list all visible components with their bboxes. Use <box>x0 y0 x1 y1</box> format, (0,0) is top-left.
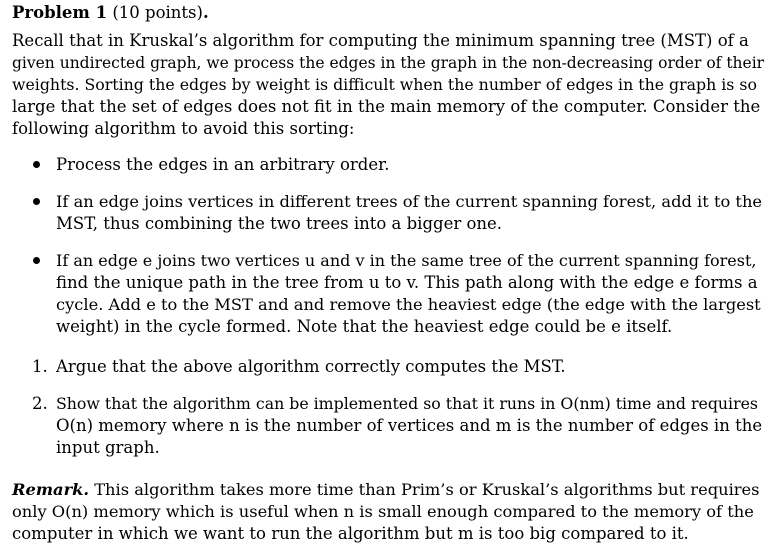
bullet-line: If an edge joins vertices in different trees of the current spanning forest, add it to the <box>56 192 763 211</box>
bullet-line: MST, thus combining the two trees into a bigger one. <box>56 214 503 233</box>
bullet-line: find the unique path in the tree from u to v. This path along with the edge e forms a <box>56 273 758 292</box>
bullet-line: weight) in the cycle formed. Note that the heaviest edge could be e itself. <box>56 317 673 336</box>
intro-line: large that the set of edges does not fit in the main memory of the computer. Consider the <box>12 97 761 116</box>
intro-line: Recall that in Kruskal’s algorithm for computing the minimum spanning tree (MST) of a <box>12 31 749 50</box>
bullet-line: cycle. Add e to the MST and and remove the heaviest edge (the edge with the largest <box>56 295 761 314</box>
bullet-marker <box>33 257 40 264</box>
intro-line: weights. Sorting the edges by weight is difficult when the number of edges in the graph is so <box>12 75 757 94</box>
question-line: Argue that the above algorithm correctly computes the MST. <box>56 357 566 376</box>
question-line: O(n) memory where n is the number of vertices and m is the number of edges in the <box>56 416 763 435</box>
intro-line: given undirected graph, we process the edges in the graph in the non-decreasing order of their <box>12 54 765 72</box>
bullet-marker <box>33 198 40 205</box>
question-number: 2. <box>32 394 48 413</box>
remark-line: only O(n) memory which is useful when n is small enough compared to the memory of the <box>12 502 754 521</box>
question-line: Show that the algorithm can be implemented so that it runs in O(nm) time and requires <box>56 394 759 413</box>
question-line: input graph. <box>56 438 160 457</box>
problem-points: (10 points) <box>112 3 203 22</box>
remark-first-line <box>12 479 760 501</box>
bullet-line: If an edge e joins two vertices u and v in the same tree of the current spanning forest, <box>56 251 757 270</box>
remark-label: Remark. <box>12 480 90 499</box>
problem-title: Problem 1 <box>12 3 108 22</box>
bullet-line: Process the edges in an arbitrary order. <box>56 155 390 174</box>
question-number: 1. <box>32 357 48 376</box>
problem-title-dot: . <box>202 3 209 22</box>
intro-line: following algorithm to avoid this sorting: <box>12 119 355 138</box>
remark-line: This algorithm takes more time than Prim’s or Kruskal’s algorithms but requires <box>94 480 760 499</box>
bullet-marker <box>33 161 40 168</box>
remark-line: computer in which we want to run the algorithm but m is too big compared to it. <box>12 524 689 543</box>
problem-heading <box>12 2 209 24</box>
